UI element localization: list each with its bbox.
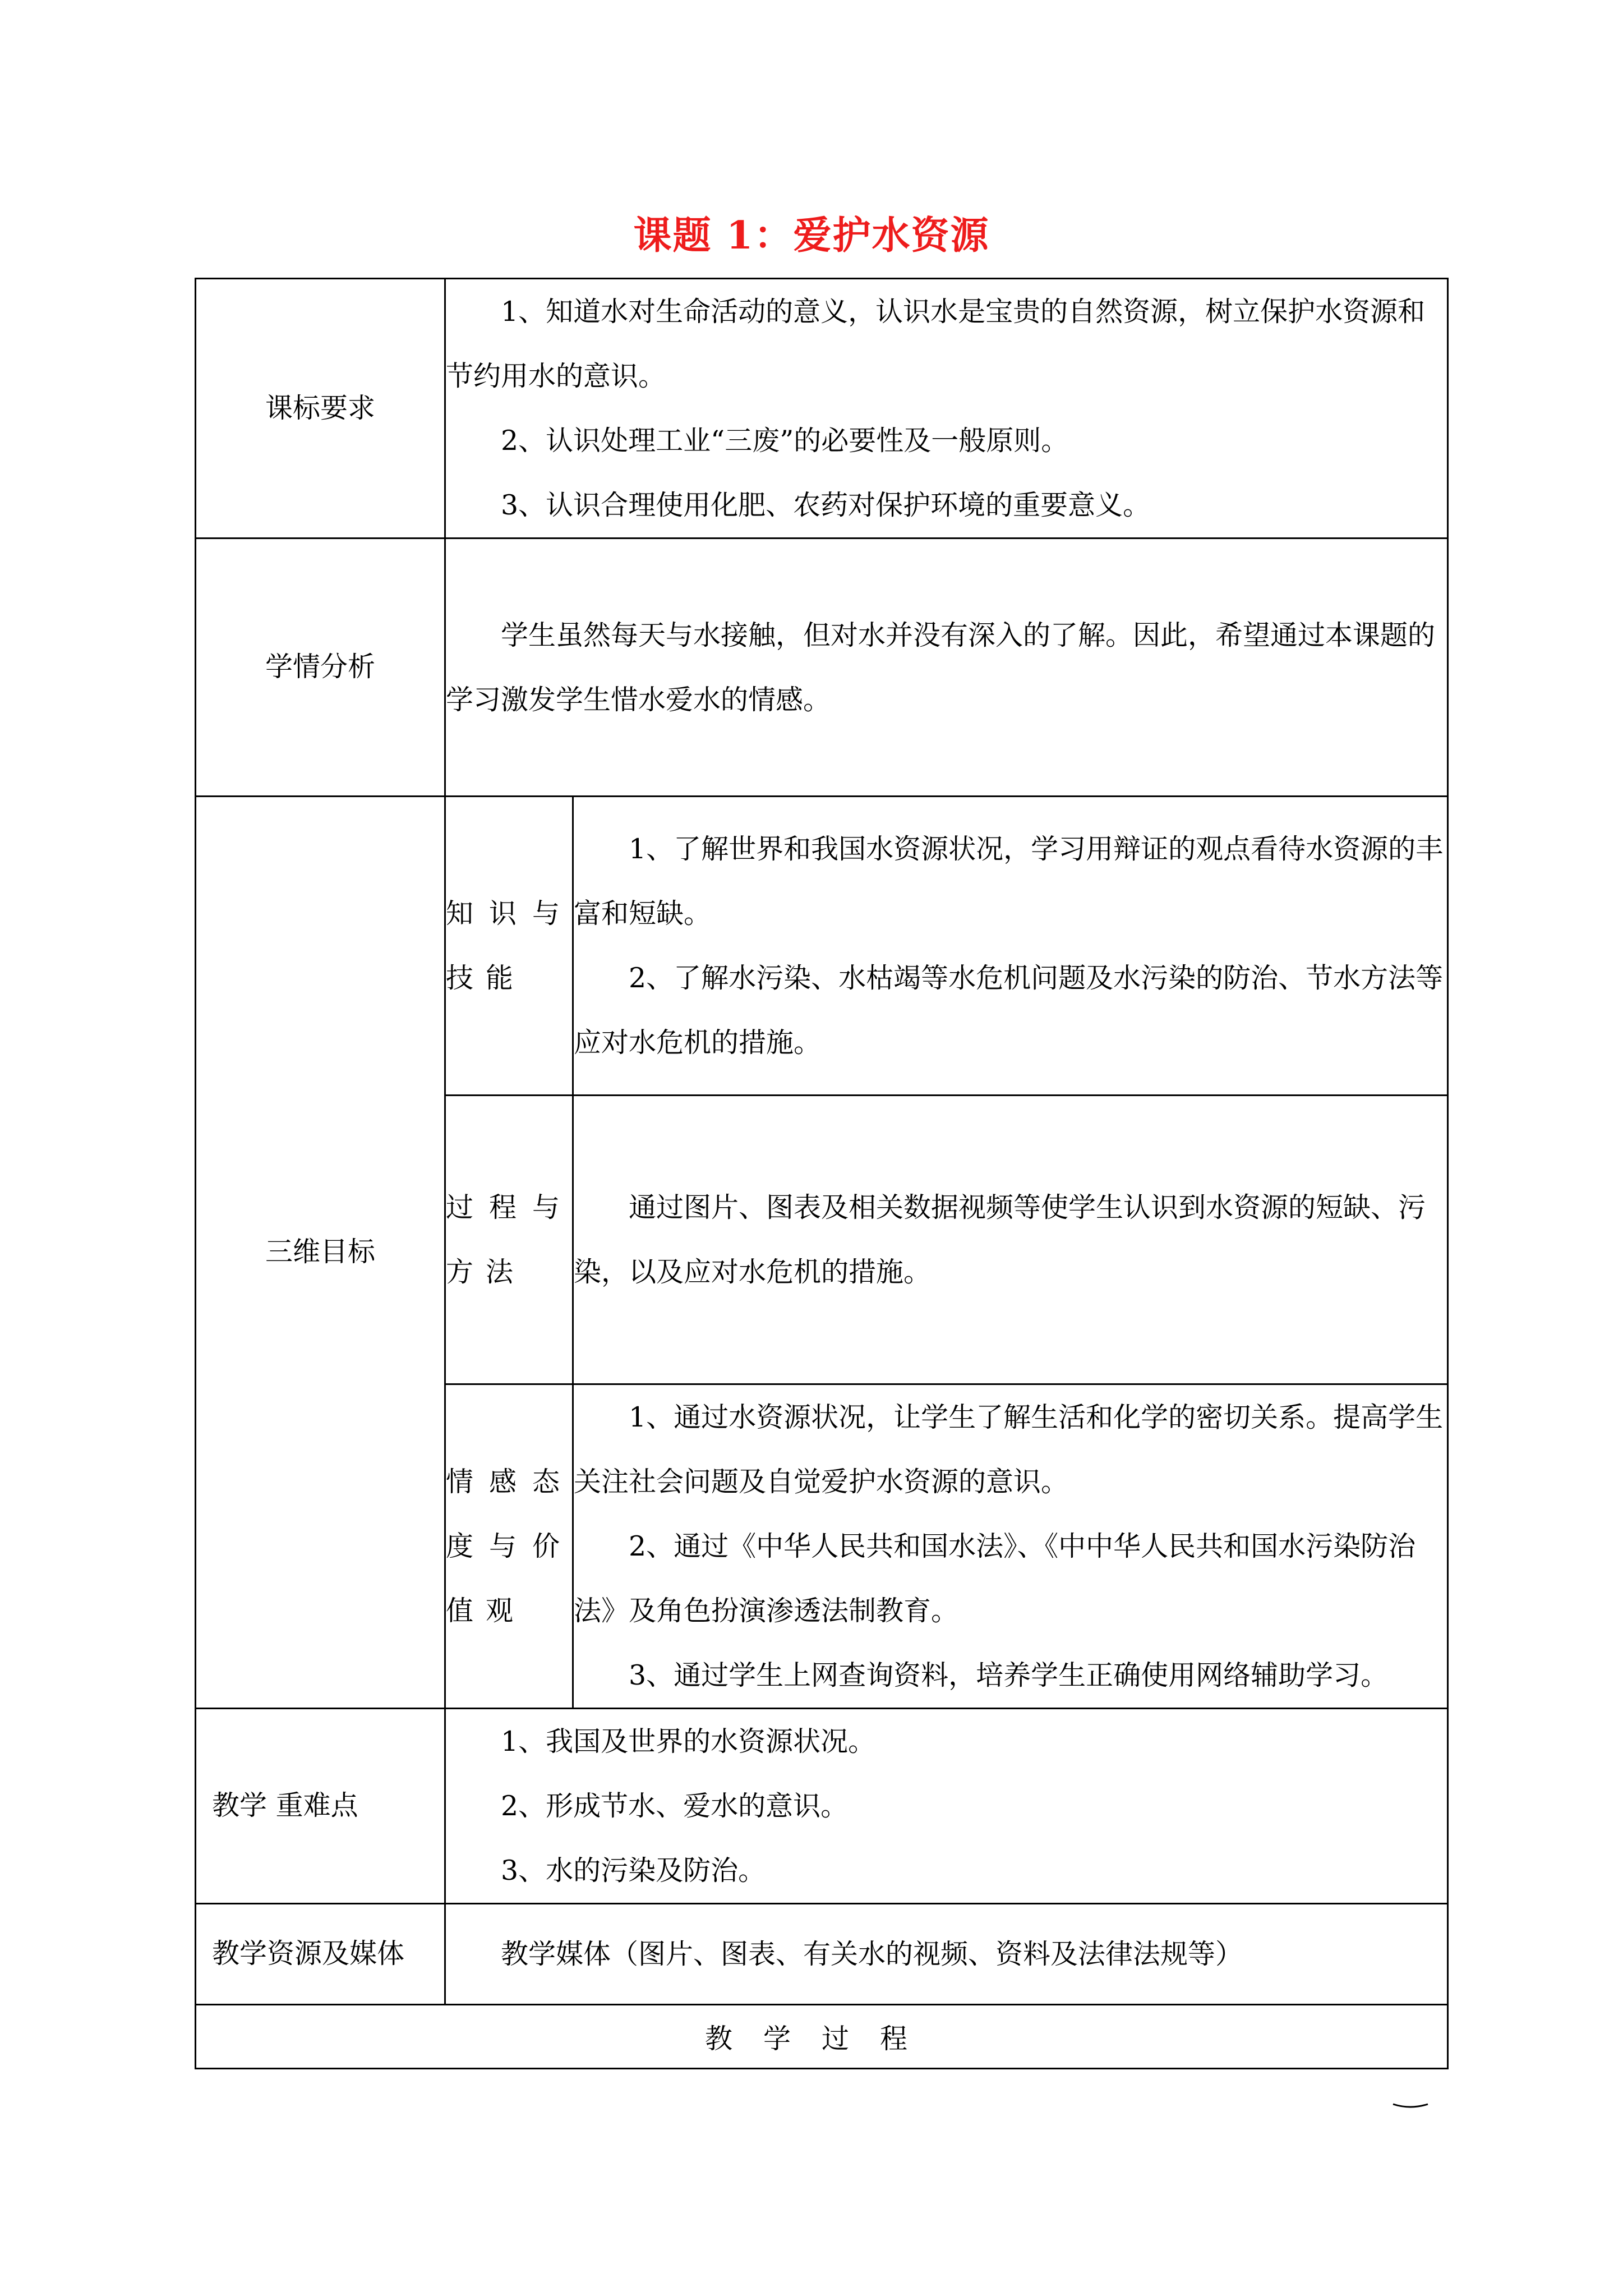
objectives-label: 三维目标 xyxy=(196,797,445,1709)
curriculum-label: 课标要求 xyxy=(196,279,445,539)
knowledge-item: 2、了解水污染、水枯竭等水危机问题及水污染的防治、节水方法等应对水危机的措施。 xyxy=(574,962,1444,1059)
row-curriculum xyxy=(196,279,1448,539)
emotion-item: 1、通过水资源状况，让学生了解生活和化学的密切关系。提高学生关注社会问题及自觉爱护水资源的意识。 xyxy=(574,1401,1444,1498)
curriculum-item: 1、知道水对生命活动的意义，认识水是宝贵的自然资源，树立保护水资源和节约用水的意识。 xyxy=(446,296,1426,392)
knowledge-label: 知识与技能 xyxy=(445,797,573,1096)
key-points-item: 2、形成节水、爱水的意识。 xyxy=(501,1790,849,1822)
page-title: 课题 1：爱护水资源 xyxy=(633,213,990,258)
curriculum-item: 2、认识处理工业“三废”的必要性及一般原则。 xyxy=(501,425,1069,457)
row-key-points xyxy=(196,1709,1448,1904)
key-points-content xyxy=(445,1709,1448,1904)
emotion-label: 情感态度与价值观 xyxy=(445,1384,573,1709)
student-analysis-label: 学情分析 xyxy=(196,539,445,797)
resources-text: 教学媒体（图片、图表、有关水的视频、资料及法律法规等） xyxy=(501,1938,1243,1970)
row-objective-knowledge xyxy=(196,797,1448,1096)
student-analysis-content xyxy=(445,539,1448,797)
curriculum-content xyxy=(445,279,1448,539)
key-points-label: 教学 重难点 xyxy=(196,1709,445,1904)
emotion-item: 3、通过学生上网查询资料，培养学生正确使用网络辅助学习。 xyxy=(629,1659,1389,1691)
knowledge-content xyxy=(573,797,1448,1096)
resources-label: 教学资源及媒体 xyxy=(196,1904,445,2005)
process-method-content xyxy=(573,1096,1448,1384)
emotion-item: 2、通过《中华人民共和国水法》、《中中华人民共和国水污染防治法》及角色扮演渗透法制教育。 xyxy=(574,1530,1416,1627)
key-points-item: 3、水的污染及防治。 xyxy=(501,1855,766,1887)
process-method-label: 过程与方法 xyxy=(445,1096,573,1384)
resources-content xyxy=(445,1904,1448,2005)
page-number-mark xyxy=(1391,2101,1430,2112)
teaching-process-header: 教学过程 xyxy=(196,2005,1448,2069)
lesson-plan-table xyxy=(195,278,1449,2069)
key-points-item: 1、我国及世界的水资源状况。 xyxy=(501,1726,876,1757)
emotion-content xyxy=(573,1384,1448,1709)
row-process-header xyxy=(196,2005,1448,2069)
process-method-text: 通过图片、图表及相关数据视频等使学生认识到水资源的短缺、污染，以及应对水危机的措施。 xyxy=(574,1191,1426,1288)
row-student-analysis xyxy=(196,539,1448,797)
curriculum-item: 3、认识合理使用化肥、农药对保护环境的重要意义。 xyxy=(501,489,1151,521)
knowledge-item: 1、了解世界和我国水资源状况，学习用辩证的观点看待水资源的丰富和短缺。 xyxy=(574,833,1444,930)
student-analysis-text: 学生虽然每天与水接触，但对水并没有深入的了解。因此，希望通过本课题的学习激发学生惜水爱水的情感。 xyxy=(446,619,1436,716)
row-resources xyxy=(196,1904,1448,2005)
